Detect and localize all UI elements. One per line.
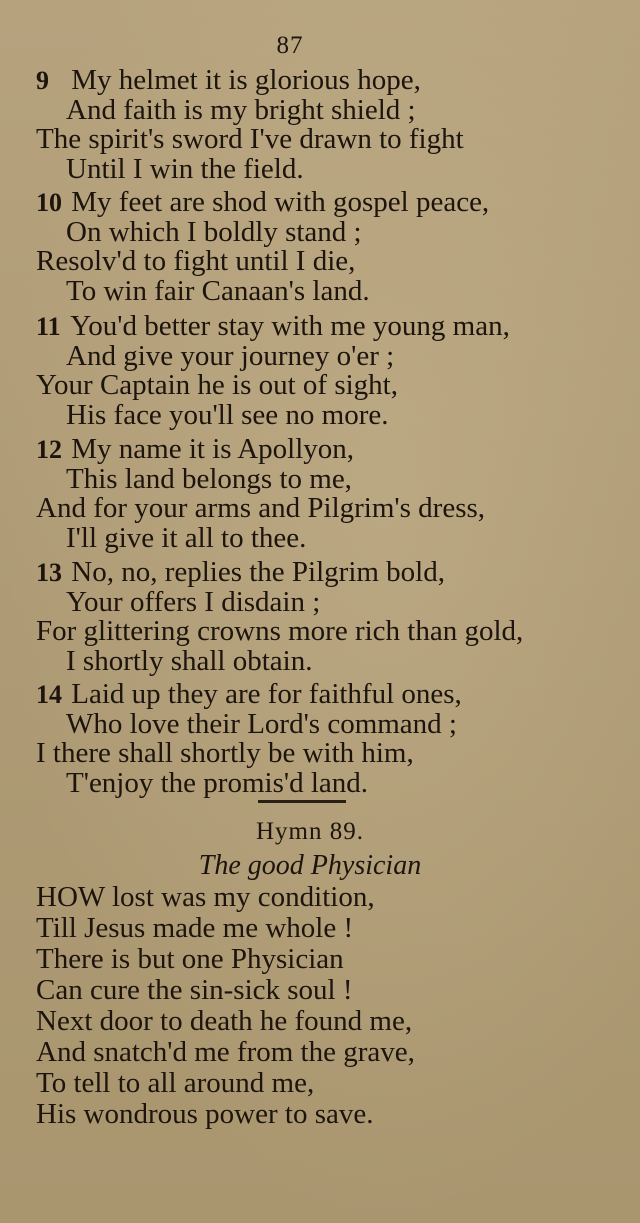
verse-line: To win fair Canaan's land. bbox=[66, 274, 370, 307]
verse-number: 10 bbox=[36, 188, 62, 217]
verse-9 bbox=[36, 66, 464, 184]
verse-12 bbox=[36, 435, 485, 553]
hymn-line: Can cure the sin-sick soul ! bbox=[36, 974, 353, 1006]
verse-line: 11 You'd better stay with me young man, bbox=[36, 310, 510, 342]
hymn-line: His wondrous power to save. bbox=[36, 1098, 374, 1130]
verse-line: The spirit's sword I've drawn to fight bbox=[36, 123, 464, 156]
verse-line: For glittering crowns more rich than gold, bbox=[36, 615, 524, 648]
verse-line: And for your arms and Pilgrim's dress, bbox=[36, 492, 486, 525]
verse-line: Resolv'd to fight until I die, bbox=[36, 245, 356, 278]
hymn-line: To tell to all around me, bbox=[36, 1067, 315, 1099]
verse-line: Until I win the field. bbox=[66, 152, 304, 185]
section-divider bbox=[258, 800, 346, 803]
page-number: 87 bbox=[276, 32, 304, 59]
hymn-title: Hymn 89. bbox=[256, 818, 364, 845]
verse-line: And give your journey o'er ; bbox=[66, 339, 395, 372]
hymn-stanza bbox=[36, 882, 415, 1130]
verse-line: On which I boldly stand ; bbox=[66, 215, 362, 248]
verse-line: 13 No, no, replies the Pilgrim bold, bbox=[36, 556, 445, 588]
verse-number: 9 bbox=[36, 66, 49, 95]
verse-line: 14 Laid up they are for faithful ones, bbox=[36, 678, 462, 710]
hymn-line: Till Jesus made me whole ! bbox=[36, 912, 354, 944]
verse-line: Who love their Lord's command ; bbox=[66, 707, 457, 740]
verse-number: 11 bbox=[36, 312, 61, 341]
verse-line: 12 My name it is Apollyon, bbox=[36, 433, 354, 465]
hymn-line: Next door to death he found me, bbox=[36, 1005, 413, 1037]
verse-14 bbox=[36, 680, 462, 798]
hymn-subtitle: The good Physician bbox=[198, 850, 422, 881]
verse-line: This land belongs to me, bbox=[66, 462, 352, 495]
verse-13 bbox=[36, 558, 523, 676]
verse-line: And faith is my bright shield ; bbox=[66, 93, 416, 126]
hymn-line: And snatch'd me from the grave, bbox=[36, 1036, 415, 1068]
verse-line: I there shall shortly be with him, bbox=[36, 737, 414, 770]
verse-line: I'll give it all to thee. bbox=[66, 521, 307, 554]
verse-line: 9 My helmet it is glorious hope, bbox=[36, 64, 421, 96]
hymn-line: HOW lost was my condition, bbox=[36, 881, 375, 913]
verse-11 bbox=[36, 312, 510, 430]
hymn-line: There is but one Physician bbox=[36, 943, 344, 975]
verse-line: 10 My feet are shod with gospel peace, bbox=[36, 186, 490, 218]
verse-number: 12 bbox=[36, 435, 62, 464]
verse-number: 13 bbox=[36, 558, 62, 587]
verse-line: T'enjoy the promis'd land. bbox=[66, 766, 369, 799]
verse-line: His face you'll see no more. bbox=[66, 398, 389, 431]
verse-line: Your offers I disdain ; bbox=[66, 585, 321, 618]
verse-line: I shortly shall obtain. bbox=[66, 644, 313, 677]
verse-number: 14 bbox=[36, 680, 62, 709]
verse-10 bbox=[36, 188, 489, 306]
verse-line: Your Captain he is out of sight, bbox=[36, 369, 398, 402]
